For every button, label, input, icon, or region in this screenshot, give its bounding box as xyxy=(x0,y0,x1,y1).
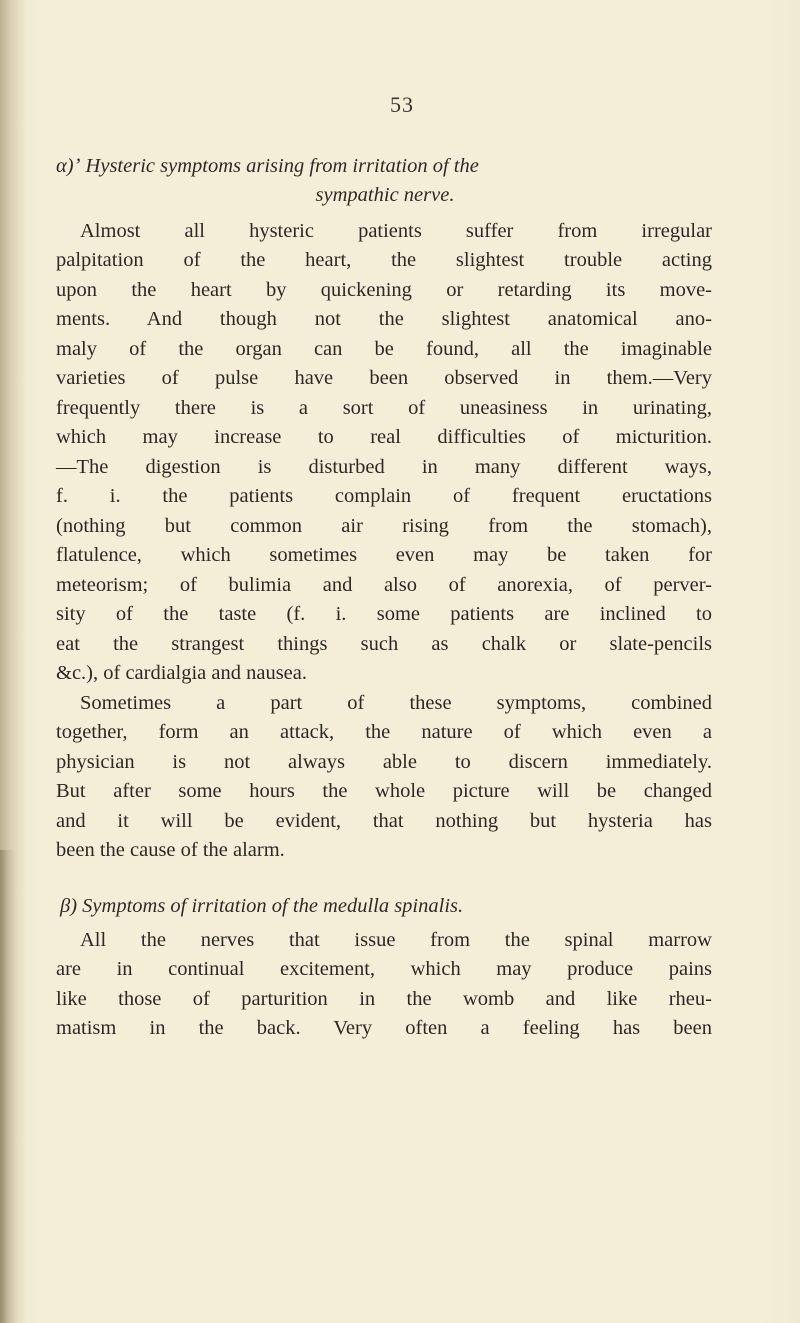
page-number: 53 xyxy=(390,92,414,117)
paragraph-line: together, form an attack, the nature of which even a xyxy=(56,721,712,743)
paragraph-line: (nothing but common air rising from the stomach), xyxy=(56,515,712,537)
paragraph-line: meteorism; of bulimia and also of anorexia, of perver- xyxy=(56,574,712,596)
paragraph-line: upon the heart by quickening or retarding its move- xyxy=(56,279,712,301)
paragraph-line: physician is not always able to discern immediately. xyxy=(56,751,712,773)
paragraph-line: sity of the taste (f. i. some patients are inclined to xyxy=(56,603,712,625)
paragraph-line: frequently there is a sort of uneasiness in urinating, xyxy=(56,397,712,419)
paragraph-line: matism in the back. Very often a feeling has been xyxy=(56,1017,712,1039)
section-alpha-heading-line-1: α)ʼ Hysteric symptoms arising from irritation of the xyxy=(56,155,479,177)
paragraph-line: palpitation of the heart, the slightest trouble acting xyxy=(56,249,712,271)
paragraph-line: Almost all hysteric patients suffer from irregular xyxy=(80,220,712,242)
paragraph-line: varieties of pulse have been observed in them.—Very xyxy=(56,367,712,389)
paragraph-line: &c.), of cardialgia and nausea. xyxy=(56,662,308,684)
paragraph-line: —The digestion is disturbed in many different ways, xyxy=(56,456,712,478)
paragraph-line: ments. And though not the slightest anatomical ano- xyxy=(56,308,712,330)
section-alpha-heading-line-2: sympathic nerve. xyxy=(315,184,455,206)
paragraph-line: Sometimes a part of these symptoms, combined xyxy=(80,692,712,714)
section-beta-heading: β) Symptoms of irritation of the medulla spinalis. xyxy=(60,895,464,917)
paragraph-line: But after some hours the whole picture will be changed xyxy=(56,780,712,802)
paragraph-line: are in continual excitement, which may produce pains xyxy=(56,958,712,980)
paragraph-line: like those of parturition in the womb and like rheu- xyxy=(56,988,712,1010)
paragraph-line: been the cause of the alarm. xyxy=(56,839,285,861)
binding-shadow-lower xyxy=(0,850,16,1323)
paragraph-line: and it will be evident, that nothing but hysteria has xyxy=(56,810,712,832)
paragraph-line: which may increase to real difficulties of micturition. xyxy=(56,426,712,448)
paragraph-line: flatulence, which sometimes even may be taken for xyxy=(56,544,712,566)
paragraph-line: All the nerves that issue from the spinal marrow xyxy=(80,929,712,951)
paragraph-line: f. i. the patients complain of frequent eructations xyxy=(56,485,712,507)
paragraph-line: eat the strangest things such as chalk or slate-pencils xyxy=(56,633,712,655)
paragraph-line: maly of the organ can be found, all the imaginable xyxy=(56,338,712,360)
